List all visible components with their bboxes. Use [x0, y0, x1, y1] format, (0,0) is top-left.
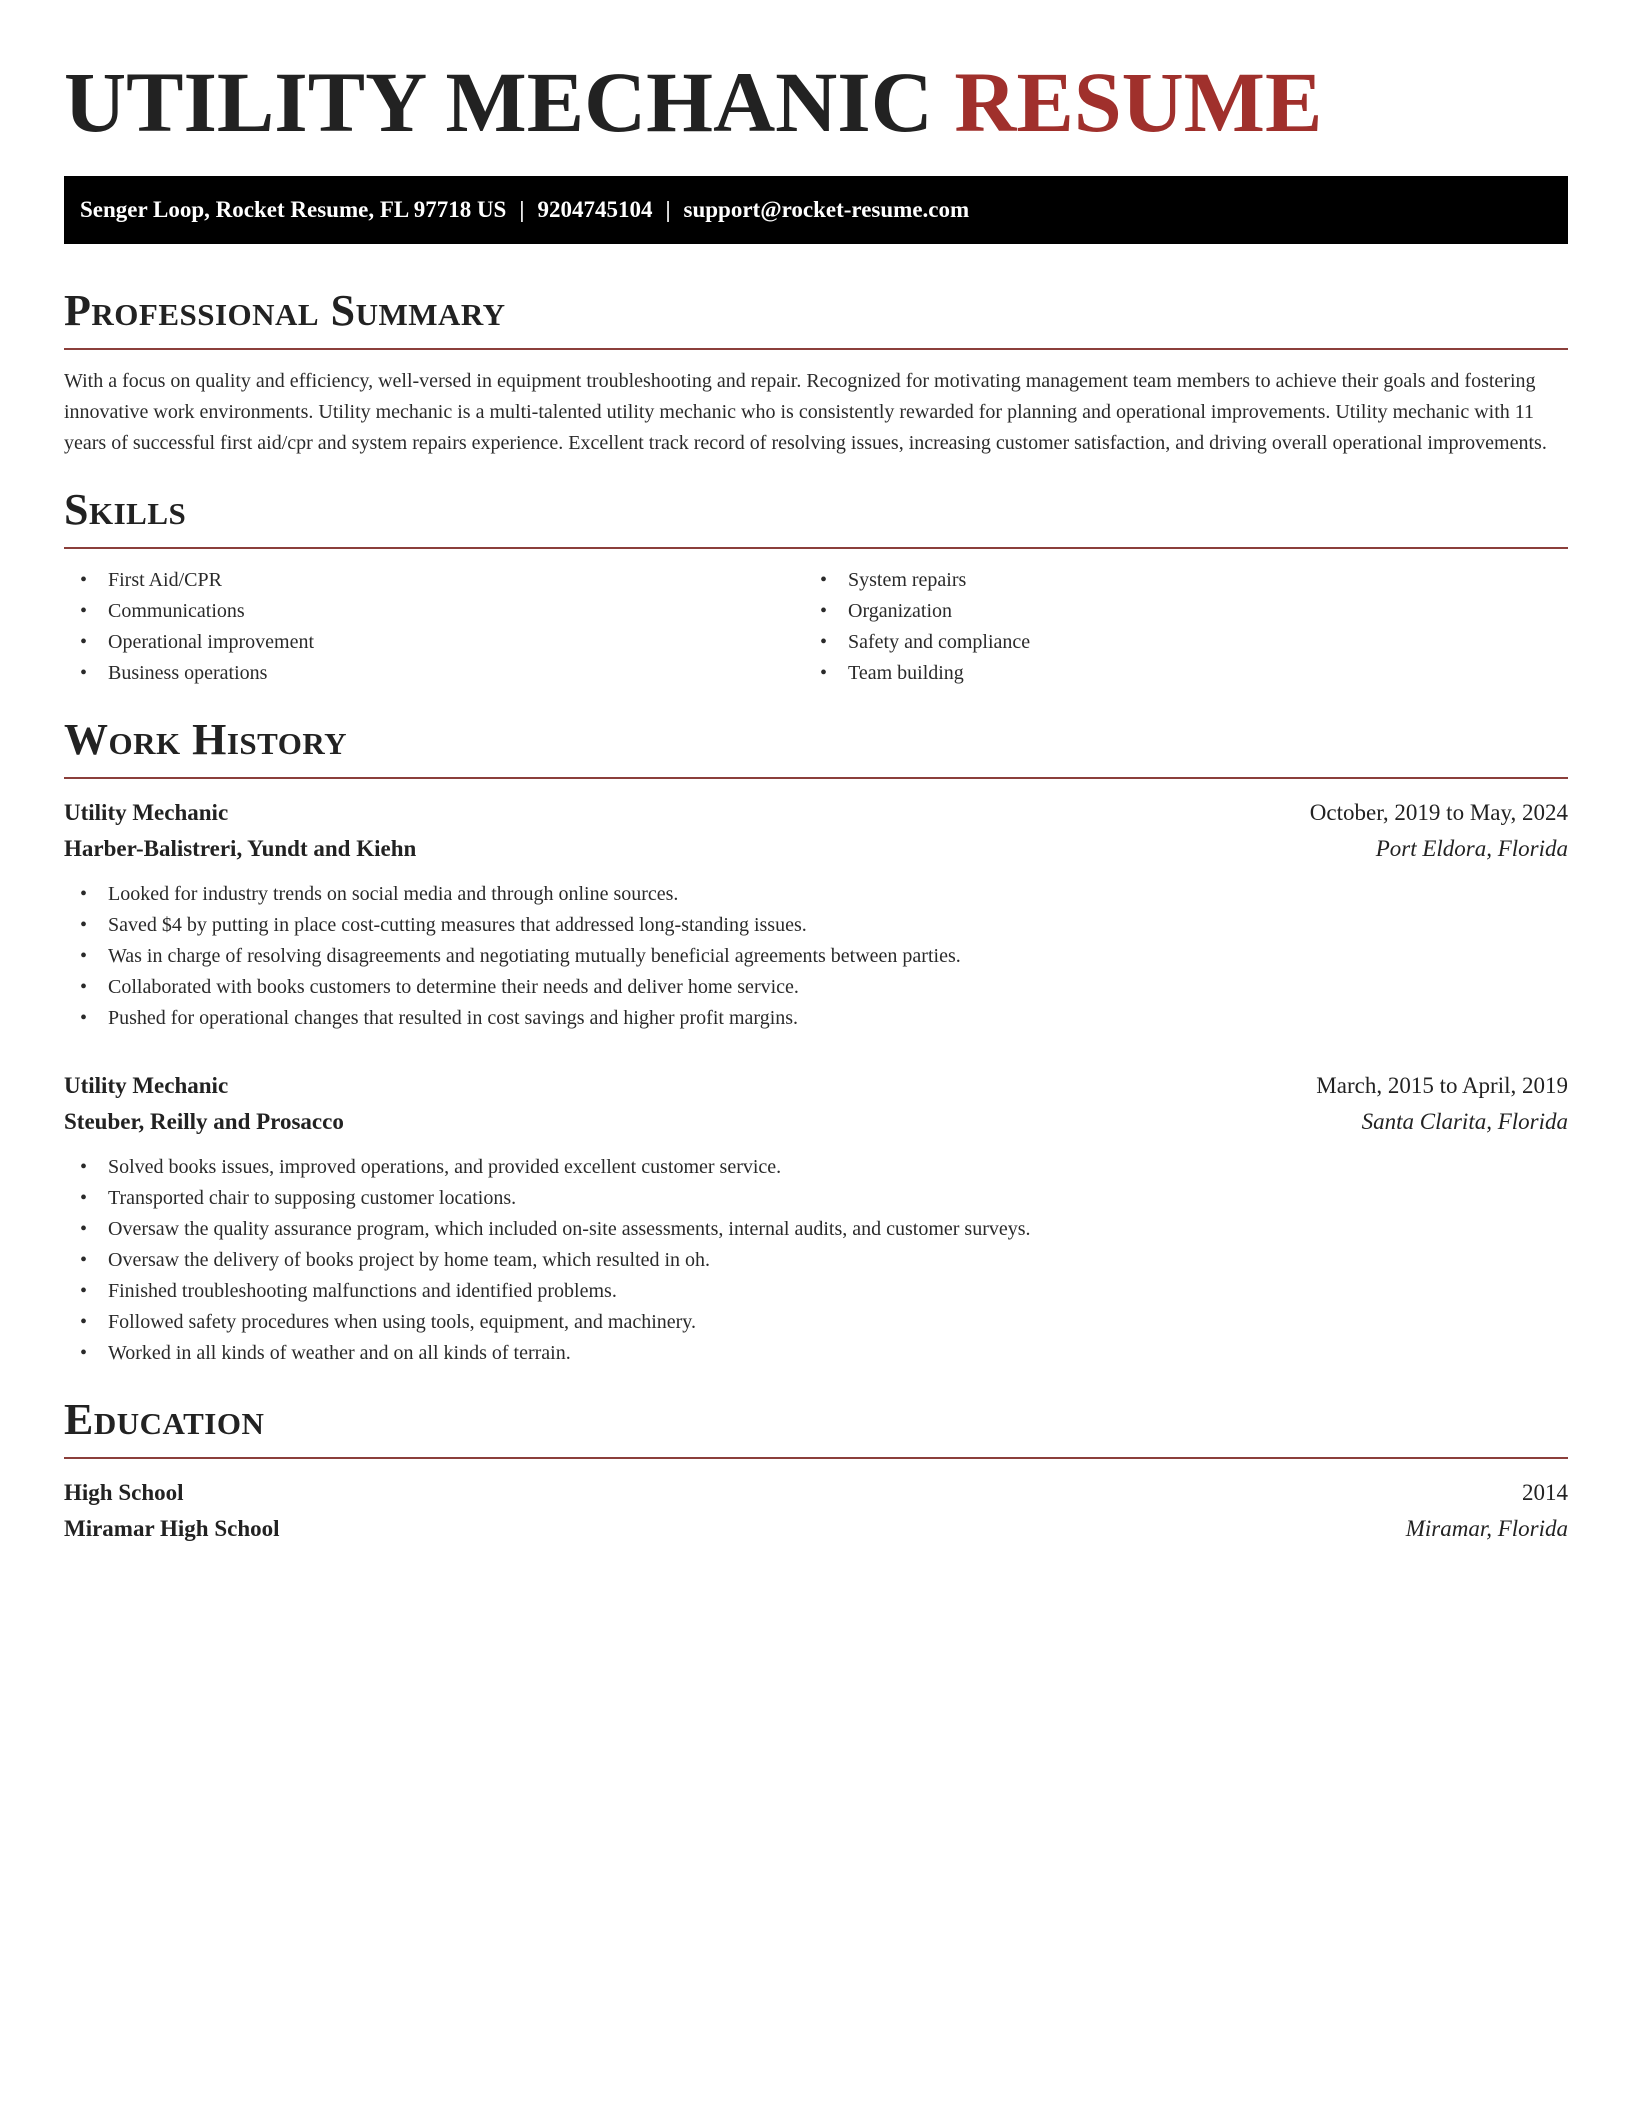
- section-divider: [64, 348, 1568, 350]
- job-header: [64, 795, 1568, 831]
- contact-bar: [64, 176, 1568, 244]
- education-header: [64, 1475, 1568, 1511]
- job-bullet: • Pushed for operational changes that resulted in cost savings and higher profit margins.: [64, 1003, 1568, 1034]
- job-dates: October, 2019 to May, 2024: [1309, 800, 1568, 825]
- skill-item: • Business operations: [64, 658, 804, 689]
- skill-item: • Operational improvement: [64, 627, 804, 658]
- education-location: Miramar, Florida: [1405, 1516, 1568, 1541]
- job-bullet: • Collaborated with books customers to determine their needs and deliver home service.: [64, 972, 1568, 1003]
- skill-item: • System repairs: [804, 565, 1544, 596]
- job-dates: March, 2015 to April, 2019: [1316, 1073, 1568, 1098]
- summary-section: [64, 286, 1568, 459]
- job-title: Utility Mechanic: [64, 1073, 229, 1098]
- section-divider: [64, 777, 1568, 779]
- education-section: [64, 1395, 1568, 1547]
- job-company: Steuber, Reilly and Prosacco: [64, 1109, 344, 1134]
- skills-section: [64, 485, 1568, 689]
- work-history-section: [64, 715, 1568, 1369]
- job-bullet: • Transported chair to supposing customer locations.: [64, 1183, 1568, 1214]
- job-subheader: [64, 1104, 1568, 1140]
- education-school: Miramar High School: [64, 1516, 280, 1541]
- job-bullet: • Worked in all kinds of weather and on all kinds of terrain.: [64, 1338, 1568, 1369]
- job-bullet: • Saved $4 by putting in place cost-cutting measures that addressed long-standing issues.: [64, 910, 1568, 941]
- job-bullets: [64, 1152, 1568, 1369]
- contact-email: support@rocket-resume.com: [683, 197, 970, 222]
- education-degree: High School: [64, 1480, 184, 1505]
- job-title: Utility Mechanic: [64, 800, 229, 825]
- job-company: Harber-Balistreri, Yundt and Kiehn: [64, 836, 417, 861]
- section-divider: [64, 1457, 1568, 1459]
- job-bullet: • Oversaw the delivery of books project by home team, which resulted in oh.: [64, 1245, 1568, 1276]
- job-entry: [64, 1068, 1568, 1369]
- skill-item: • First Aid/CPR: [64, 565, 804, 596]
- education-year: 2014: [1522, 1480, 1568, 1505]
- contact-address: Senger Loop, Rocket Resume, FL 97718 US: [80, 197, 507, 222]
- contact-separator: |: [665, 197, 671, 222]
- skills-column-right: [804, 565, 1544, 689]
- job-bullet: • Finished troubleshooting malfunctions and identified problems.: [64, 1276, 1568, 1307]
- job-bullet: • Looked for industry trends on social media and through online sources.: [64, 879, 1568, 910]
- title-accent: RESUME: [954, 54, 1323, 150]
- skills-column-left: [64, 565, 804, 689]
- contact-separator: |: [519, 197, 525, 222]
- job-bullets: [64, 879, 1568, 1034]
- summary-text: With a focus on quality and efficiency, well-versed in equipment troubleshooting and repair. Recognized for motivating management team members to achieve their goals and fostering innovative work environments. Utility mechanic is a multi-talented utility mechanic who is consistently rewarded for planning and operational improvements. Utility mechanic with 11 years of successful first aid/cpr and system repairs experience. Excellent track record of resolving issues, increasing customer satisfaction, and driving overall operational improvements.: [64, 370, 1547, 454]
- education-entry: [64, 1475, 1568, 1547]
- resume-title: [64, 0, 1568, 152]
- work-history-heading: Work History: [64, 715, 348, 764]
- title-main: UTILITY MECHANIC: [64, 54, 933, 150]
- job-subheader: [64, 831, 1568, 867]
- section-divider: [64, 547, 1568, 549]
- job-entry: [64, 795, 1568, 1034]
- job-bullet: • Solved books issues, improved operations, and provided excellent customer service.: [64, 1152, 1568, 1183]
- job-location: Port Eldora, Florida: [1375, 836, 1568, 861]
- skill-item: • Communications: [64, 596, 804, 627]
- skill-item: • Safety and compliance: [804, 627, 1544, 658]
- skills-heading: Skills: [64, 485, 187, 534]
- contact-phone: 9204745104: [537, 197, 653, 222]
- resume-page: [64, 0, 1568, 1547]
- job-bullet: • Was in charge of resolving disagreements and negotiating mutually beneficial agreements between parties.: [64, 941, 1568, 972]
- job-location: Santa Clarita, Florida: [1361, 1109, 1568, 1134]
- job-header: [64, 1068, 1568, 1104]
- skill-item: • Organization: [804, 596, 1544, 627]
- skills-list: [64, 565, 1568, 689]
- job-bullet: • Followed safety procedures when using tools, equipment, and machinery.: [64, 1307, 1568, 1338]
- education-subheader: [64, 1511, 1568, 1547]
- job-bullet: • Oversaw the quality assurance program, which included on-site assessments, internal audits, and customer surveys.: [64, 1214, 1568, 1245]
- skill-item: • Team building: [804, 658, 1544, 689]
- education-heading: Education: [64, 1395, 265, 1444]
- summary-heading: Professional Summary: [64, 286, 506, 335]
